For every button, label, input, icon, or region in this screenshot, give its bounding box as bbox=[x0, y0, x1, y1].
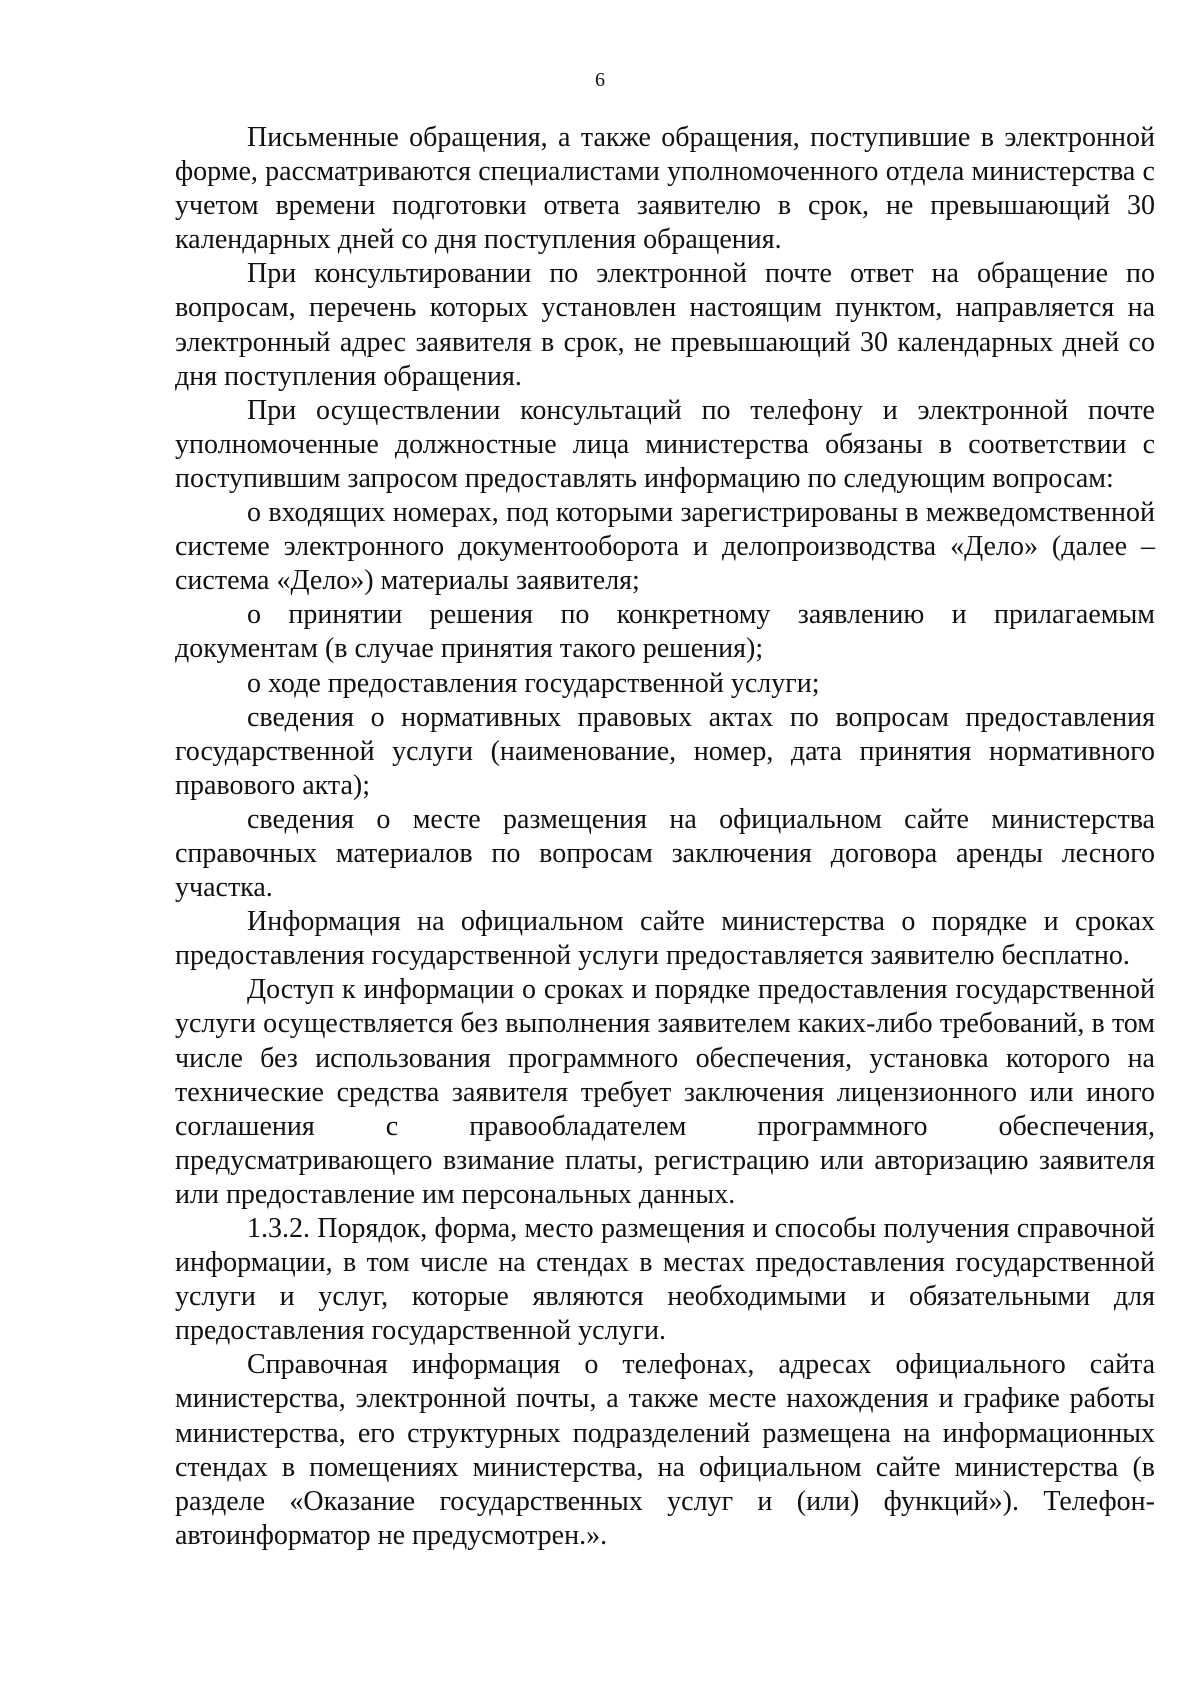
paragraph-written-appeals: Письменные обращения, а также обращения, поступившие в электронной форме, рассматриваются специалистами уполномоченного отдела министерства с учетом времени подготовки ответа заявителю в срок, не превышающий 30 календарных дней со дня поступления обращения. bbox=[175, 122, 1155, 256]
paragraph-phone-email-consultation: При осуществлении консультаций по телефону и электронной почте уполномоченные должностные лица министерства обязаны в соответствии с поступившим запросом предоставлять информацию по следующим вопросам: bbox=[175, 394, 1155, 494]
paragraph-information-access: Доступ к информации о сроках и порядке предоставления государственной услуги осуществляется без выполнения заявителем каких-либо требований, в том числе без использования программного обеспечения, установка которого на технические средства заявителя требует заключения лицензионного или иного соглашения с правообладателем программного обеспечения, предусматривающего взимание платы, регистрацию или авторизацию заявителя или предоставление им персональных данных. bbox=[175, 974, 1155, 1210]
list-item-service-progress: о ходе предоставления государственной услуги; bbox=[247, 667, 820, 699]
list-item-decision: о принятии решения по конкретному заявлению и прилагаемым документам (в случае принятия такого решения); bbox=[175, 599, 1155, 665]
list-item-incoming-numbers: о входящих номерах, под которыми зарегистрированы в межведомственной системе электронного документооборота и делопроизводства «Дело» (далее – система «Дело») материалы заявителя; bbox=[175, 497, 1155, 597]
section-heading-1-3-2: 1.3.2. Порядок, форма, место размещения и способы получения справочной информации, в том числе на стендах в местах предоставления государственной услуги и услуг, которые являются необходимыми и обязательными для предоставления государственной услуги. bbox=[175, 1213, 1155, 1347]
list-item-normative-acts: сведения о нормативных правовых актах по вопросам предоставления государственной услуги (наименование, номер, дата принятия нормативного правового акта); bbox=[175, 701, 1155, 801]
list-item-reference-materials: сведения о месте размещения на официальном сайте министерства справочных материалов по вопросам заключения договора аренды лесного участка. bbox=[175, 803, 1155, 904]
page-number: 6 bbox=[595, 69, 605, 91]
paragraph-email-consultation: При консультировании по электронной почте ответ на обращение по вопросам, перечень которых установлен настоящим пунктом, направляется на электронный адрес заявителя в срок, не превышающий 30 календарных дней со дня поступления обращения. bbox=[175, 258, 1155, 392]
paragraph-free-information: Информация на официальном сайте министерства о порядке и сроках предоставления государственной услуги предоставляется заявителю бесплатно. bbox=[175, 906, 1155, 972]
document-body bbox=[175, 121, 1155, 1553]
paragraph-reference-information: Справочная информация о телефонах, адресах официального сайта министерства, электронной почты, а также месте нахождения и графике работы министерства, его структурных подразделений размещена на информационных стендах в помещениях министерства, на официальном сайте министерства (в разделе «Оказание государственных услуг и (или) функций»). Телефон-автоинформатор не предусмотрен.». bbox=[175, 1349, 1155, 1551]
